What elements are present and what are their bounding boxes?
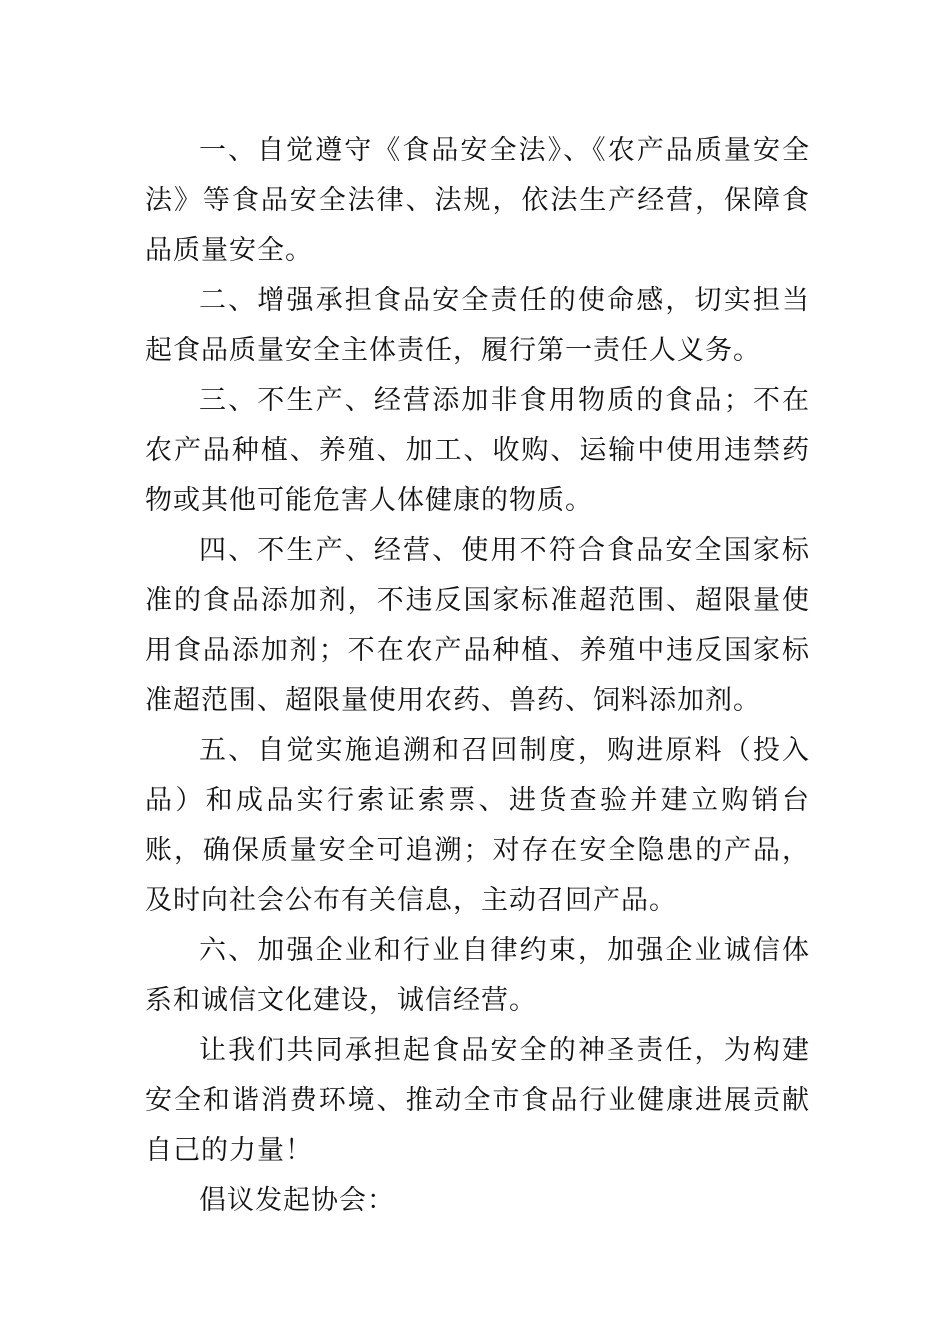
paragraph-4: 四、不生产、经营、使用不符合食品安全国家标准的食品添加剂，不违反国家标准超范围、超限量使用食品添加剂；不在农产品种植、养殖中违反国家标准超范围、超限量使用农药、兽药、饲料添加剂。 — [145, 535, 810, 716]
paragraph-5: 五、自觉实施追溯和召回制度，购进原料（投入品）和成品实行索证索票、进货查验并建立购销台账，确保质量安全可追溯；对存在安全隐患的产品，及时向社会公布有关信息，主动召回产品。 — [145, 735, 810, 916]
paragraph-3: 三、不生产、经营添加非食用物质的食品；不在农产品种植、养殖、加工、收购、运输中使用违禁药物或其他可能危害人体健康的物质。 — [145, 385, 810, 516]
document-body — [145, 126, 810, 1226]
paragraph-1: 一、自觉遵守《食品安全法》、《农产品质量安全法》等食品安全法律、法规，依法生产经营，保障食品质量安全。 — [145, 135, 810, 266]
paragraph-6: 六、加强企业和行业自律约束，加强企业诚信体系和诚信文化建设，诚信经营。 — [145, 935, 810, 1016]
paragraph-2: 二、增强承担食品安全责任的使命感，切实担当起食品质量安全主体责任，履行第一责任人义务。 — [145, 285, 810, 366]
paragraph-closing: 让我们共同承担起食品安全的神圣责任，为构建安全和谐消费环境、推动全市食品行业健康进展贡献自己的力量！ — [145, 1035, 810, 1166]
initiator-label: 倡议发起协会： — [199, 1185, 395, 1216]
